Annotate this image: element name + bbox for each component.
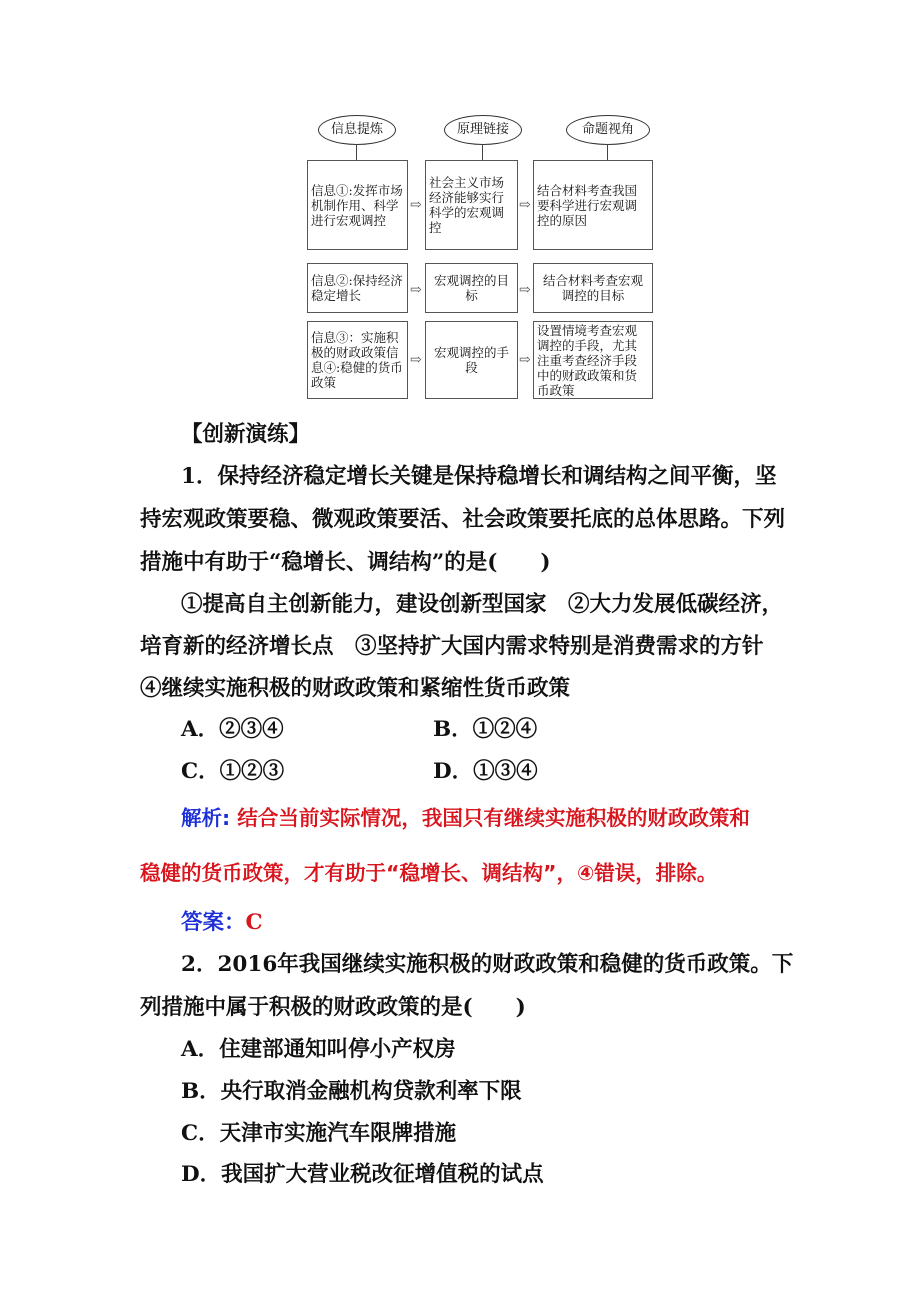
row2-info-box: 信息②:保持经济稳定增长 — [307, 263, 408, 313]
section-title: 【创新演练】 — [181, 422, 311, 447]
row1-angle-box: 结合材料考查我国要科学进行宏观调控的原因 — [533, 160, 653, 250]
answer-value: C — [245, 910, 263, 935]
header-info-extraction: 信息提炼 — [318, 115, 396, 145]
q2-option-c: C．天津市实施汽车限牌措施 — [181, 1121, 457, 1146]
right-arrow-icon: ⇨ — [410, 352, 422, 368]
q1-statement-line-2: 培育新的经济增长点 ③坚持扩大国内需求特别是消费需求的方针 — [140, 634, 764, 659]
row1-principle-box: 社会主义市场经济能够实行科学的宏观调控 — [425, 160, 518, 250]
row3-info-box: 信息③：实施积极的财政政策信息④:稳健的货币政策 — [307, 321, 408, 399]
q2-stem-line-2: 列措施中属于积极的财政政策的是( ) — [140, 995, 526, 1020]
right-arrow-icon: ⇨ — [519, 197, 531, 213]
right-arrow-icon: ⇨ — [519, 352, 531, 368]
q1-analysis-line-2: 稳健的货币政策，才有助于“稳增长、调结构”，④错误，排除。 — [140, 861, 718, 885]
q1-option-c: C．①②③ — [181, 759, 285, 784]
row3-principle-box: 宏观调控的手段 — [425, 321, 518, 399]
q1-analysis-line-1 — [181, 805, 750, 831]
q2-option-a: A．住建部通知叫停小产权房 — [181, 1037, 456, 1062]
connector-line — [482, 144, 483, 160]
connector-line — [356, 144, 357, 160]
q1-stem-line-2: 持宏观政策要稳、微观政策要活、社会政策要托底的总体思路。下列 — [140, 507, 786, 532]
q2-option-b: B．央行取消金融机构贷款利率下限 — [181, 1079, 522, 1104]
right-arrow-icon: ⇨ — [410, 197, 422, 213]
row3-angle-box: 设置情境考查宏观调控的手段，尤其注重考查经济手段中的财政政策和货币政策 — [533, 321, 653, 399]
row2-angle-box: 结合材料考查宏观调控的目标 — [533, 263, 653, 313]
answer-label: 答案： — [181, 910, 246, 935]
right-arrow-icon: ⇨ — [519, 282, 531, 298]
q1-option-a: A．②③④ — [181, 717, 284, 742]
q2-stem-line-1: 2．2016年我国继续实施积极的财政政策和稳健的货币政策。下 — [181, 952, 794, 977]
q1-option-b: B．①②④ — [433, 717, 538, 742]
q1-answer — [181, 910, 263, 936]
header-question-angle: 命题视角 — [566, 115, 650, 145]
q1-statement-line-3: ④继续实施积极的财政政策和紧缩性货币政策 — [140, 676, 571, 701]
connector-line — [607, 144, 608, 160]
analysis-label: 解析: — [181, 806, 231, 830]
q1-stem-line-3: 措施中有助于“稳增长、调结构”的是( ) — [140, 550, 551, 575]
right-arrow-icon: ⇨ — [410, 282, 422, 298]
analysis-text-1: 结合当前实际情况，我国只有继续实施积极的财政政策和 — [237, 806, 750, 830]
header-principle-link: 原理链接 — [444, 115, 522, 145]
row1-info-box: 信息①:发挥市场机制作用、科学进行宏观调控 — [307, 160, 408, 250]
analysis-diagram — [0, 0, 920, 410]
q1-option-d: D．①③④ — [433, 759, 538, 784]
q1-stem-line-1: 1．保持经济稳定增长关键是保持稳增长和调结构之间平衡，坚 — [181, 464, 777, 489]
q2-option-d: D．我国扩大营业税改征增值税的试点 — [181, 1162, 544, 1187]
row2-principle-box: 宏观调控的目标 — [425, 263, 518, 313]
q1-statement-line-1: ①提高自主创新能力，建设创新型国家 ②大力发展低碳经济， — [181, 592, 784, 617]
